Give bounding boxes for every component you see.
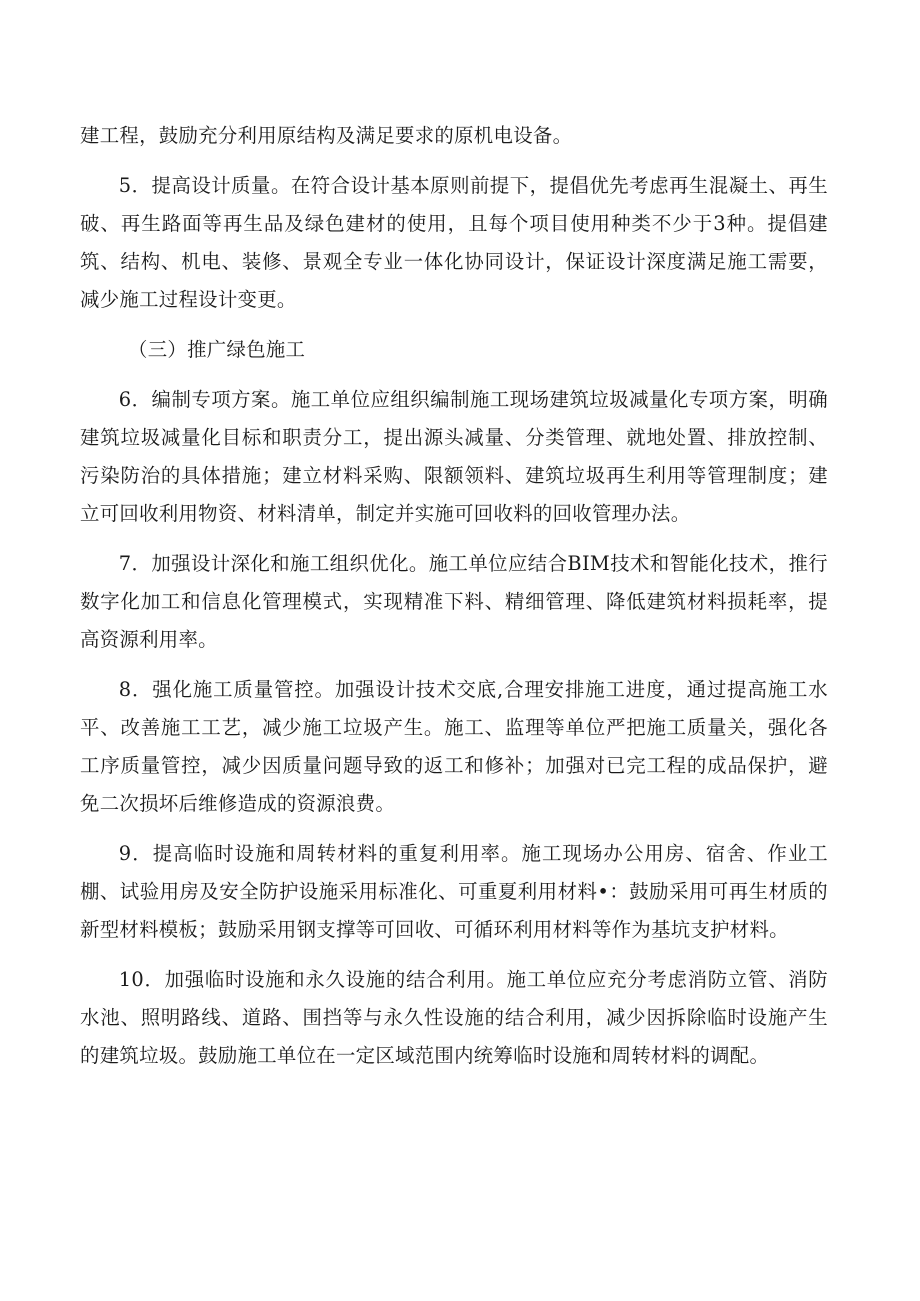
paragraph-item-9: 9．提高临时设施和周转材料的重复利用率。施工现场办公用房、宿舍、作业工棚、试验用房及安全防护设施采用标准化、可重夏利用材料•：鼓励采用可再生材质的新型材料模板；鼓励采用钢支撑等可回收、可循环利用材料等作为基坑支护材料。 [80, 842, 828, 941]
paragraph-item-5: 5．提高设计质量。在符合设计基本原则前提下，提倡优先考虑再生混凝土、再生破、再生路面等再生品及绿色建材的使用，且每个项目使用种类不少于3种。提倡建筑、结构、机电、装修、景观全专业一体化协同设计，保证设计深度满足施工需要，减少施工过程设计变更。 [80, 174, 828, 311]
body-text [80, 117, 828, 1087]
paragraph-item-7: 7．加强设计深化和施工组织优化。施工单位应结合BIM技术和智能化技术，推行数字化加工和信息化管理模式，实现精准下料、精细管理、降低建筑材料损耗率，提高资源利用率。 [80, 552, 828, 651]
paragraph-item-10: 10．加强临时设施和永久设施的结合利用。施工单位应充分考虑消防立管、消防水池、照明路线、道路、围挡等与永久性设施的结合利用，减少因拆除临时设施产生的建筑垃圾。鼓励施工单位在一定区域范围内统筹临时设施和周转材料的调配。 [80, 968, 828, 1067]
paragraph-item-8: 8．强化施工质量管控。加强设计技术交底,合理安排施工进度，通过提高施工水平、改善施工工艺，减少施工垃圾产生。施工、监理等单位严把施工质量关，强化各工序质量管控，减少因质量问题导致的返工和修补；加强对已完工程的成品保护，避免二次损坏后维修造成的资源浪费。 [80, 678, 828, 815]
paragraph-item-6: 6．编制专项方案。施工单位应组织编制施工现场建筑垃圾减量化专项方案，明确建筑垃圾减量化目标和职责分工，提出源头减量、分类管理、就地处置、排放控制、污染防治的具体措施；建立材料采购、限额领料、建筑垃圾再生利用等管理制度；建立可回收利用物资、材料清单，制定并实施可回收料的回收管理办法。 [80, 388, 828, 525]
paragraph-continuation: 建工程，鼓励充分利用原结构及满足要求的原机电设备。 [80, 124, 573, 147]
section-heading-3: （三）推广绿色施工 [128, 338, 306, 361]
